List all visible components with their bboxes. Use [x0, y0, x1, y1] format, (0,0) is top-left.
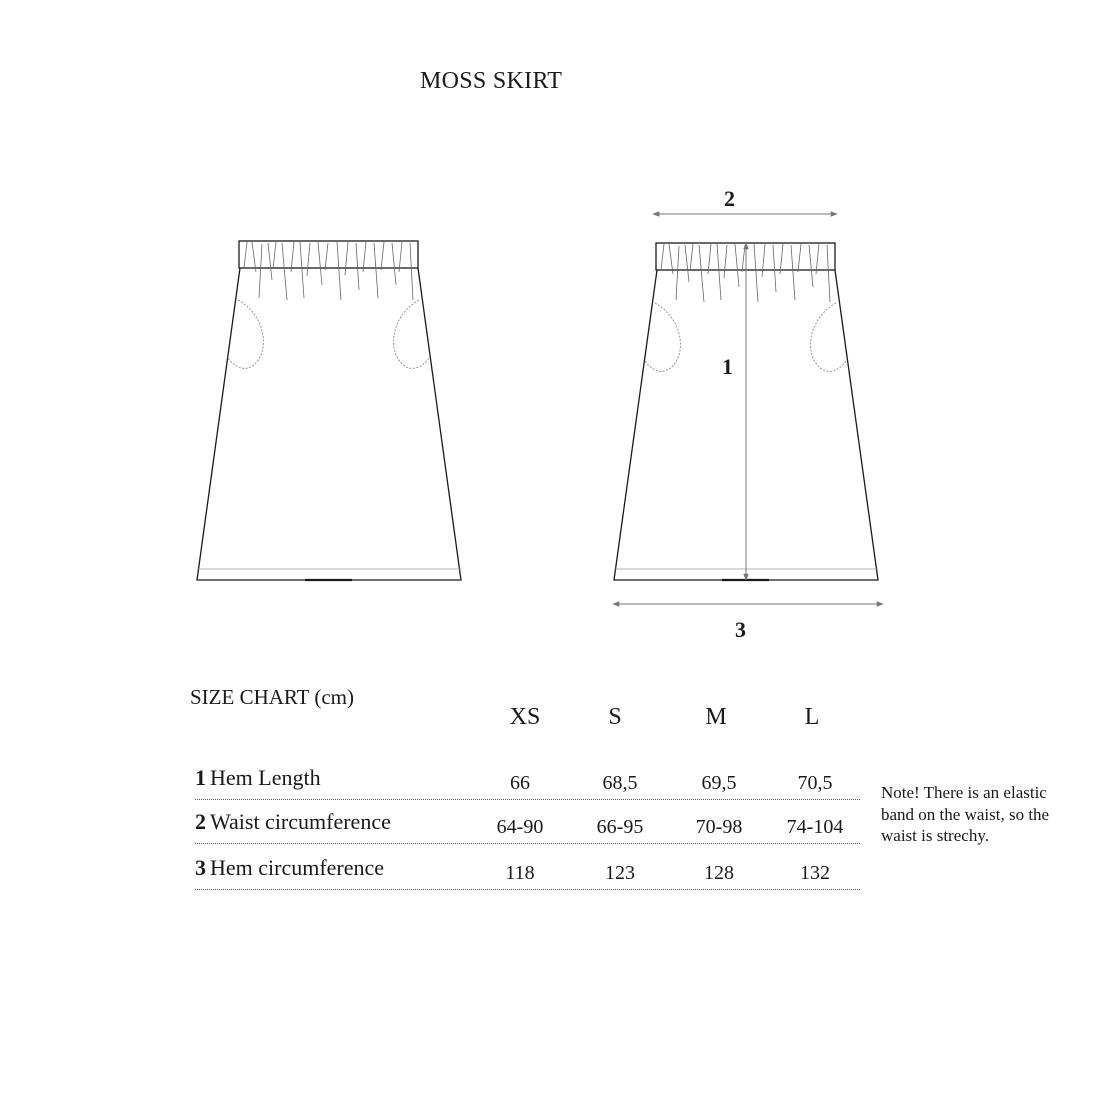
table-cell: 69,5 — [701, 772, 737, 794]
table-cell: 70,5 — [797, 772, 833, 794]
table-cell: 70-98 — [695, 816, 743, 838]
page-title: MOSS SKIRT — [420, 68, 563, 94]
size-chart-title: SIZE CHART (cm) — [190, 685, 355, 709]
row-label: Hem Length — [210, 765, 321, 790]
table-row — [195, 799, 860, 844]
waist-dimension-label: 2 — [724, 186, 735, 211]
table-cell: 74-104 — [786, 816, 844, 838]
table-cell: 64-90 — [496, 816, 544, 838]
table-cell: 132 — [800, 862, 830, 884]
table-row — [195, 845, 860, 890]
elastic-band-note: Note! There is an elastic band on the waist, so the waist is strechy. — [881, 783, 1050, 845]
row-number: 2 — [195, 809, 206, 834]
row-label: Hem circumference — [210, 855, 385, 880]
pocket-right-view-left — [645, 303, 680, 371]
table-cell: 66 — [510, 772, 530, 794]
table-cell: 123 — [605, 862, 635, 884]
waistband-left — [239, 241, 418, 268]
skirt-body-left — [197, 268, 461, 580]
table-cell: 68,5 — [602, 772, 638, 794]
table-cell: 66-95 — [596, 816, 644, 838]
table-cell: 128 — [704, 862, 734, 884]
row-label: Waist circumference — [210, 809, 391, 834]
size-header-s: S — [608, 704, 622, 730]
table-cell: 118 — [505, 862, 535, 884]
size-header-m: M — [705, 704, 727, 730]
size-header-xs: XS — [509, 704, 541, 730]
length-dimension-label: 1 — [722, 354, 733, 379]
row-number: 3 — [195, 855, 206, 880]
skirt-front-view — [197, 241, 461, 580]
pocket-left — [228, 300, 263, 368]
size-header-l: L — [804, 704, 820, 730]
row-number: 1 — [195, 765, 206, 790]
table-row — [195, 755, 860, 800]
gathers-left — [244, 242, 413, 300]
hem-dimension-label: 3 — [735, 617, 746, 642]
